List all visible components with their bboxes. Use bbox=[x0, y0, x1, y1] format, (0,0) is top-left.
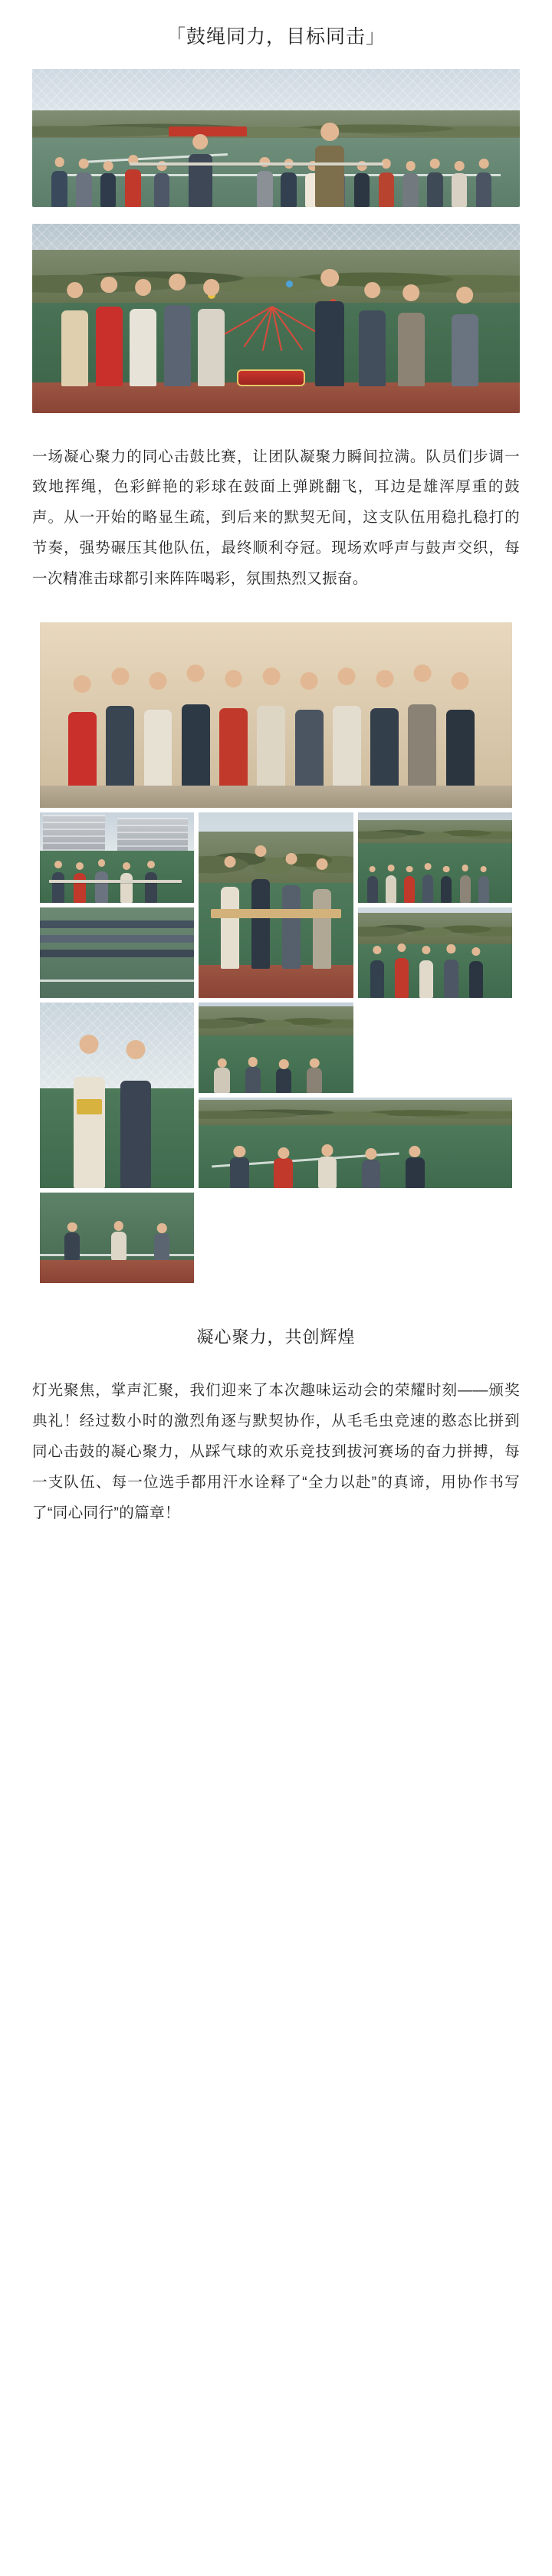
collage-tile-court-corner bbox=[199, 1098, 512, 1188]
collage-tile-team-line-up bbox=[358, 907, 512, 998]
person-figure bbox=[125, 169, 142, 207]
court-ground bbox=[358, 843, 512, 903]
person-figure bbox=[274, 1158, 293, 1188]
person-figure bbox=[402, 173, 418, 206]
figure-drum-game bbox=[32, 224, 520, 413]
collage-tile-spectators bbox=[358, 812, 512, 903]
body-paragraph-1: 一场凝心聚力的同心击鼓比赛，让团队凝聚力瞬间拉满。队员们步调一致地挥绳，色彩鲜艳的彩球在鼓面上弹跳翻飞，耳边是雄浑厚重的鼓声。从一开始的略显生疏，到后来的默契无间，这支队伍用稳扎稳打的节奏，强势碾压其他队伍，最终顺利夺冠。现场欢呼声与鼓声交织，每一次精准击球都引来阵阵喝彩，氛围热烈又振奋。 bbox=[32, 448, 520, 588]
person-figure bbox=[257, 171, 274, 207]
tug-rope bbox=[49, 880, 182, 883]
person-figure bbox=[406, 1157, 425, 1188]
person-figure bbox=[313, 889, 331, 969]
figure-tug-of-war bbox=[32, 69, 520, 207]
tree-line bbox=[199, 832, 353, 888]
person-figure bbox=[354, 173, 370, 206]
person-figure bbox=[145, 872, 157, 903]
person-figure bbox=[422, 875, 433, 904]
court-line bbox=[40, 980, 194, 982]
person-figure bbox=[281, 172, 296, 207]
person-figure bbox=[478, 876, 489, 903]
person-figure bbox=[452, 173, 467, 206]
person-figure bbox=[444, 960, 458, 999]
red-banner bbox=[169, 126, 247, 136]
person-player bbox=[315, 301, 344, 386]
person-figure bbox=[386, 875, 396, 904]
page-title: 「鼓绳同力，目标同击」 bbox=[166, 26, 386, 48]
tree-line bbox=[358, 820, 512, 845]
person-figure bbox=[427, 172, 442, 207]
person-player bbox=[96, 307, 123, 386]
track-ground bbox=[40, 1260, 194, 1284]
person-figure bbox=[74, 873, 86, 903]
collage-tile-bleachers bbox=[40, 907, 194, 998]
collage-tile-tug-row bbox=[40, 812, 194, 903]
person-figure bbox=[120, 873, 133, 903]
tug-rope bbox=[130, 162, 383, 166]
person-figure bbox=[64, 1232, 80, 1259]
person-award-left bbox=[74, 1077, 104, 1188]
collage-tile-caterpillar-race bbox=[199, 812, 353, 998]
tree-line bbox=[199, 1100, 512, 1125]
person-figure bbox=[51, 171, 67, 207]
person-figure bbox=[76, 172, 91, 207]
person-figure bbox=[230, 1157, 249, 1188]
collage-tile-group-photo bbox=[40, 622, 512, 808]
person-figure bbox=[111, 1232, 127, 1260]
collage-tile-track-green bbox=[40, 1193, 194, 1283]
person-player bbox=[198, 309, 225, 386]
person-figure bbox=[370, 960, 384, 999]
crowd-row bbox=[40, 950, 194, 958]
person-referee bbox=[315, 146, 344, 206]
track-ground bbox=[32, 382, 520, 413]
court-ground bbox=[40, 1088, 194, 1189]
person-figure bbox=[282, 885, 301, 969]
person-figure bbox=[362, 1160, 381, 1189]
crowd-row bbox=[40, 935, 194, 943]
tree-line bbox=[199, 1006, 353, 1035]
person-figure bbox=[214, 1068, 229, 1093]
collage-tile-award-photo bbox=[40, 1003, 194, 1188]
tug-of-war-photo bbox=[32, 69, 520, 207]
person-figure bbox=[404, 876, 415, 903]
person-player bbox=[61, 310, 88, 386]
person-figure bbox=[476, 172, 491, 207]
body-paragraph-2: 灯光聚焦，掌声汇聚，我们迎来了本次趣味运动会的荣耀时刻——颁奖典礼！经过数小时的激烈角逐与默契协作，从毛毛虫竞速的憨态比拼到同心击鼓的凝心聚力，从踩气球的欢乐竞技到拔河赛场的奋力拼搏，每一支队伍、每一位选手都用汗水诠释了“全力以赴”的真谛，用协作书写了“同心同行”的篇章！ bbox=[32, 1382, 520, 1522]
rope-band bbox=[211, 909, 340, 918]
floor bbox=[40, 786, 512, 808]
person-award-right bbox=[120, 1081, 151, 1188]
drum-icon bbox=[237, 369, 305, 386]
person-figure bbox=[318, 1157, 337, 1188]
drum-game-photo bbox=[32, 224, 520, 413]
person-player bbox=[130, 309, 156, 386]
section-subtitle: 凝心聚力，共创辉煌 bbox=[196, 1327, 356, 1347]
person-figure bbox=[469, 961, 483, 998]
track-ground bbox=[199, 965, 353, 999]
person-figure bbox=[154, 173, 169, 206]
person-figure bbox=[395, 958, 409, 998]
person-player bbox=[398, 313, 425, 386]
person-figure bbox=[307, 1068, 322, 1093]
person-figure bbox=[154, 1233, 169, 1259]
colored-ball bbox=[286, 281, 293, 287]
certificate bbox=[77, 1099, 101, 1114]
collage-tile-resting-players bbox=[199, 1003, 353, 1093]
fence-icon bbox=[40, 1003, 194, 1088]
person-figure bbox=[276, 1068, 291, 1093]
person-figure bbox=[221, 887, 239, 968]
tree-line bbox=[358, 913, 512, 943]
building-icon bbox=[43, 815, 105, 851]
person-figure bbox=[460, 875, 471, 904]
photo-collage bbox=[32, 615, 520, 1291]
building-icon bbox=[117, 818, 189, 850]
person-figure bbox=[419, 960, 433, 999]
person-figure bbox=[52, 872, 64, 903]
person-figure bbox=[95, 871, 107, 903]
person-player bbox=[164, 305, 191, 386]
person-figure bbox=[441, 876, 452, 903]
person-figure bbox=[251, 879, 270, 968]
crowd-row bbox=[40, 920, 194, 929]
person-figure bbox=[367, 876, 378, 903]
person-player bbox=[359, 310, 386, 386]
person-figure bbox=[245, 1067, 261, 1093]
person-player bbox=[452, 314, 478, 386]
person-figure bbox=[379, 172, 394, 207]
person-figure bbox=[100, 173, 116, 206]
